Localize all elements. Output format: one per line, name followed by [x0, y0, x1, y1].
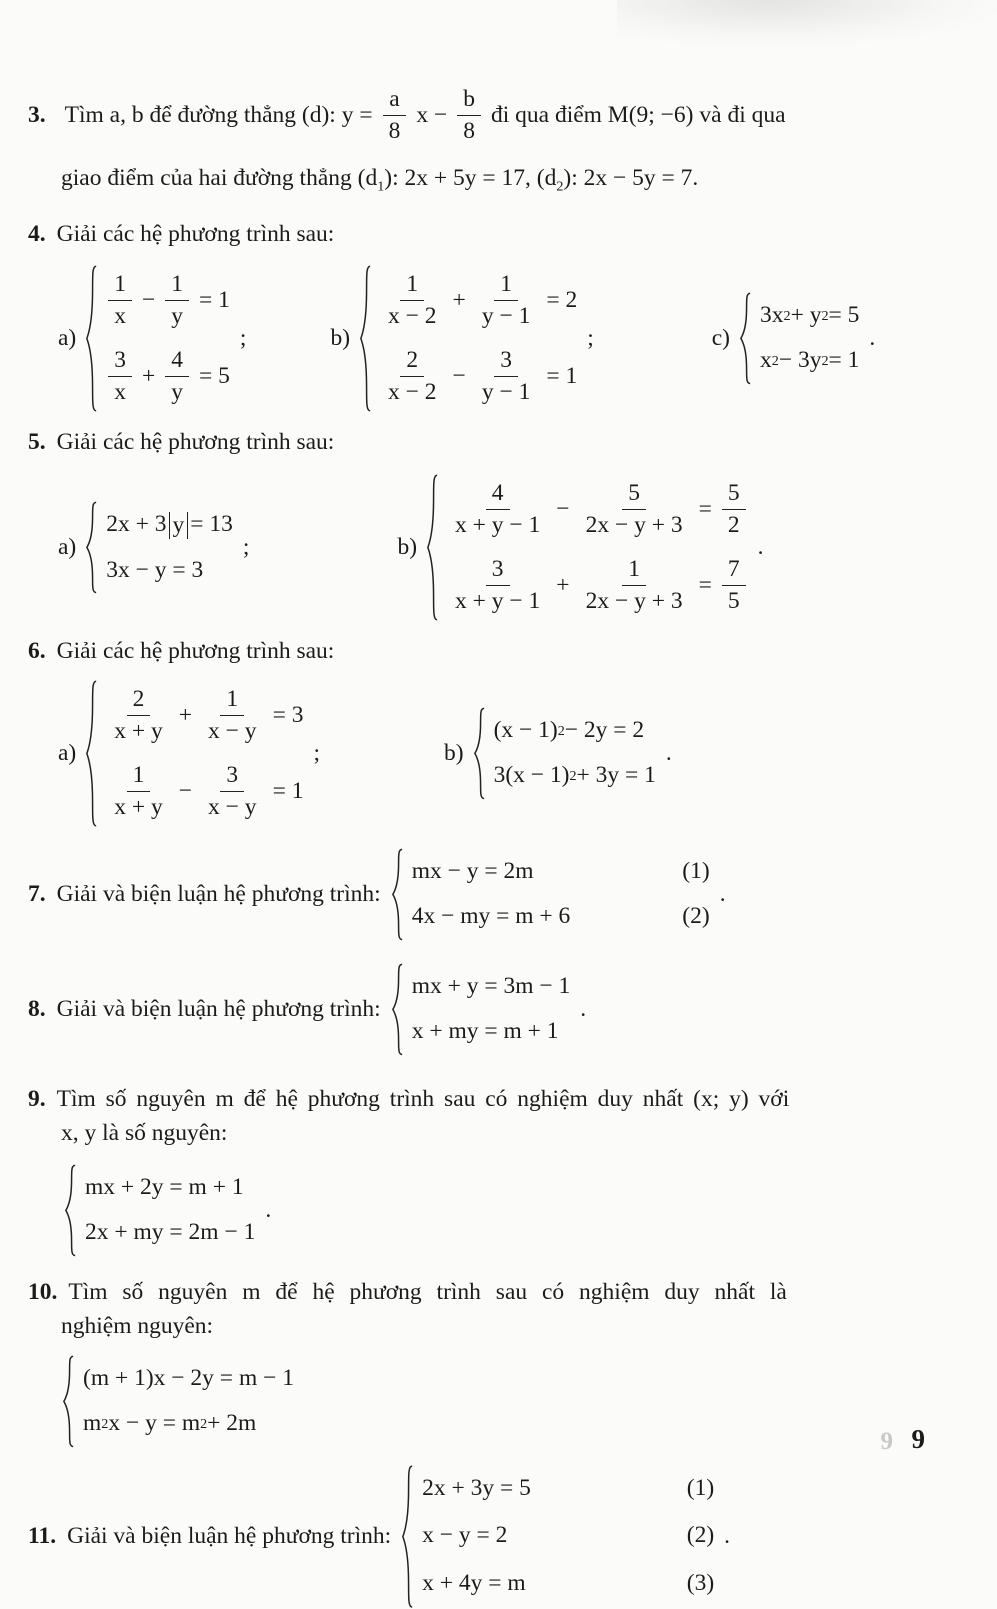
problem-text: ): 2x − 5y = 7. — [563, 165, 699, 192]
fraction — [202, 686, 263, 745]
equation-text: + 2m — [207, 1409, 257, 1436]
equation — [412, 1016, 571, 1048]
absolute-value: y — [169, 512, 189, 539]
problem-text: Giải và biện luận hệ phương trình: — [56, 995, 381, 1022]
equation-text: 2x + 3 — [106, 511, 167, 538]
denominator: y — [171, 378, 184, 405]
item-label: a) — [58, 739, 77, 766]
problem-text: Giải và biện luận hệ phương trình: — [67, 1522, 392, 1549]
equation-text: − 3y — [778, 346, 822, 373]
numerator: 1 — [127, 762, 151, 792]
separator: . — [580, 995, 587, 1022]
system-4c — [712, 292, 876, 385]
problem-number: 5. — [28, 428, 46, 455]
operator: + — [178, 701, 193, 728]
problem-6 — [28, 636, 959, 828]
equation — [447, 480, 748, 539]
denominator: x − 2 — [388, 302, 437, 329]
subscript: 1 — [377, 178, 385, 195]
page-number-ghost: 9 — [880, 1428, 893, 1455]
cases-system — [359, 264, 577, 413]
system-5b — [397, 473, 763, 622]
cases-system — [85, 264, 230, 413]
problem-text: x, y là số nguyên: — [61, 1119, 228, 1146]
problem-text: ): 2x + 5y = 17, (d — [384, 165, 557, 192]
fraction — [476, 347, 537, 406]
equation-tag: (1) — [686, 1474, 715, 1501]
problem-7 — [28, 848, 959, 941]
numerator: 1 — [165, 271, 189, 301]
equation-rhs: = 1 — [272, 777, 304, 804]
equation — [106, 347, 230, 406]
denominator: x + y — [114, 717, 163, 744]
subscript: 2 — [556, 178, 564, 195]
problem-3 — [28, 86, 959, 197]
cases-body — [439, 473, 748, 622]
numerator: 2 — [400, 347, 424, 377]
operator: − — [178, 777, 193, 804]
operator: + — [556, 572, 570, 599]
fraction — [108, 686, 169, 745]
denominator: x + y — [114, 793, 163, 820]
equation-text: x + 4y = m — [422, 1570, 526, 1597]
equation — [106, 271, 230, 330]
fraction — [382, 347, 443, 406]
system-5a — [58, 501, 249, 594]
cases-body — [77, 1164, 255, 1257]
equation-text: + y — [790, 301, 822, 328]
operator: − — [556, 496, 570, 523]
numerator: 4 — [165, 347, 189, 377]
numerator: 4 — [486, 480, 510, 510]
page-number: 9 — [911, 1424, 925, 1454]
separator: . — [719, 880, 726, 907]
equation-text: x + my = m + 1 — [411, 1017, 559, 1044]
problem-text: giao điểm của hai đường thẳng (d — [61, 165, 378, 192]
numerator: 1 — [622, 556, 646, 586]
denominator: 2x − y + 3 — [585, 512, 683, 539]
equation-rhs: = 1 — [199, 286, 230, 313]
denominator: x — [114, 378, 127, 405]
problem-text: Tìm số nguyên m để hệ phương trình sau có nghiệm duy nhất (x; y) với — [56, 1085, 790, 1112]
equation — [412, 856, 710, 888]
separator: ; — [239, 324, 247, 351]
equation — [85, 1172, 255, 1204]
problem-10-line-2 — [28, 1309, 959, 1343]
separator: ; — [313, 739, 320, 766]
left-brace-icon — [62, 1355, 75, 1448]
equation-text: x — [760, 346, 772, 373]
numerator: 3 — [220, 762, 244, 792]
equation-text: = 5 — [828, 301, 860, 328]
problem-4 — [28, 219, 959, 413]
equation: 3x 2 + y 2 = 5 — [760, 300, 859, 332]
fraction — [722, 556, 746, 615]
problem-number: 3. — [28, 102, 46, 129]
fraction — [165, 271, 189, 330]
separator: ; — [587, 324, 594, 351]
equation-text: mx + y = 3m − 1 — [411, 972, 571, 999]
problem-text: đi qua điểm M(9; −6) và đi qua — [490, 102, 786, 129]
problem-text: Giải các hệ phương trình sau: — [56, 428, 335, 455]
equation-text: 4x − my = m + 6 — [411, 903, 571, 930]
cases-system — [64, 1164, 255, 1257]
problem-number: 9. — [28, 1085, 46, 1112]
denominator: 8 — [463, 118, 475, 145]
problem-5-title — [28, 427, 959, 458]
problem-10-line-1 — [28, 1275, 959, 1309]
numerator: 3 — [494, 347, 518, 377]
equation-tag: (2) — [682, 903, 710, 930]
equation: 3(x − 1) 2 + 3y = 1 — [494, 760, 656, 792]
equation-tag: (1) — [682, 857, 710, 884]
separator: . — [665, 739, 672, 766]
operator: = — [698, 572, 712, 599]
equation-text: x − y = 2 — [422, 1522, 508, 1549]
problem-text: Tìm số nguyên m để hệ phương trình sau có nghiệm duy nhất là — [68, 1278, 787, 1305]
denominator: y — [171, 302, 184, 329]
operator: + — [142, 362, 156, 389]
item-label: c) — [711, 324, 731, 351]
separator: ; — [242, 534, 250, 561]
problem-3-line-2 — [28, 161, 959, 197]
fraction — [476, 271, 537, 330]
fraction — [382, 271, 443, 330]
cases-system — [401, 1464, 714, 1609]
equation — [447, 556, 748, 615]
cases-system — [62, 1355, 294, 1448]
problem-11 — [28, 1464, 959, 1609]
denominator: x − y — [208, 793, 257, 820]
left-brace-icon — [391, 848, 404, 941]
numerator: 5 — [722, 480, 746, 510]
numerator: 3 — [486, 556, 510, 586]
cases-body — [752, 292, 859, 385]
fraction — [165, 347, 189, 406]
equation-text: = 1 — [828, 346, 860, 373]
operator: + — [452, 286, 466, 313]
problem-9 — [28, 1082, 959, 1257]
cases-body — [98, 501, 233, 594]
fraction — [722, 480, 746, 539]
cases-system — [85, 679, 303, 828]
numerator: 3 — [108, 347, 132, 377]
problem-number: 8. — [28, 995, 46, 1022]
separator: . — [265, 1196, 272, 1223]
problem-text: x − — [416, 102, 448, 129]
denominator: x — [114, 302, 127, 329]
cases-system — [391, 963, 571, 1056]
equation: m 2 x − y = m 2 + 2m — [83, 1408, 294, 1440]
denominator: 2x − y + 3 — [585, 588, 683, 615]
problem-8 — [28, 963, 959, 1056]
equation — [422, 1520, 714, 1552]
problem-text: Giải các hệ phương trình sau: — [56, 221, 335, 248]
system-6b — [444, 707, 672, 800]
denominator: 5 — [727, 588, 740, 615]
equation-text: 2x + my = 2m − 1 — [85, 1218, 256, 1245]
left-brace-icon — [359, 264, 372, 413]
equation — [380, 271, 577, 330]
fraction — [108, 347, 132, 406]
problem-number: 11. — [28, 1522, 57, 1549]
problem-number: 7. — [28, 880, 46, 907]
cases-body — [414, 1464, 714, 1609]
denominator: x − 2 — [388, 378, 437, 405]
problem-9-system — [64, 1164, 959, 1257]
cases-body — [98, 264, 230, 413]
separator: . — [869, 324, 876, 351]
item-label: a) — [58, 324, 77, 351]
left-brace-icon — [739, 292, 752, 385]
problem-number: 4. — [28, 221, 46, 248]
equation-text: − 2y = 2 — [564, 717, 645, 744]
numerator: 5 — [622, 480, 646, 510]
cases-body — [75, 1355, 294, 1448]
equation-text: + 3y = 1 — [576, 762, 656, 789]
equation-text: mx + 2y = m + 1 — [85, 1173, 244, 1200]
cases-system — [391, 848, 710, 941]
numerator: 2 — [127, 686, 151, 716]
problem-text: Giải các hệ phương trình sau: — [56, 638, 335, 665]
denominator: y − 1 — [481, 302, 531, 329]
problem-4-systems — [58, 264, 959, 413]
fraction — [457, 86, 481, 145]
equation-text: 2x + 3y = 5 — [422, 1474, 531, 1501]
numerator: 7 — [722, 556, 746, 586]
equation-text: = 13 — [190, 511, 233, 538]
problem-9-line-1 — [28, 1082, 959, 1116]
numerator: 1 — [220, 686, 244, 716]
system-6a — [58, 679, 320, 828]
cases-body — [486, 707, 656, 800]
equation-text: 3x — [760, 301, 784, 328]
equation — [85, 1217, 255, 1249]
item-label: b) — [330, 324, 351, 351]
equation-text: 3x − y = 3 — [106, 556, 204, 583]
equation: (x − 1) 2 − 2y = 2 — [494, 715, 656, 747]
cases-body — [98, 679, 303, 828]
equation — [106, 762, 303, 821]
problem-6-systems — [58, 679, 959, 828]
equation — [412, 971, 571, 1003]
cases-system — [426, 473, 748, 622]
numerator: 1 — [400, 271, 424, 301]
problem-number: 6. — [28, 638, 46, 665]
equation: x 2 − 3y 2 = 1 — [760, 345, 859, 377]
system-4a — [58, 264, 246, 413]
cases-body — [404, 848, 710, 941]
left-brace-icon — [85, 264, 98, 413]
cases-body — [404, 963, 571, 1056]
equation — [106, 686, 303, 745]
problem-5-systems — [58, 473, 959, 622]
problem-10-system — [62, 1355, 959, 1448]
cases-system — [473, 707, 656, 800]
numerator: 1 — [494, 271, 518, 301]
cases-system — [739, 292, 859, 385]
operator: − — [452, 362, 466, 389]
fraction — [449, 480, 546, 539]
numerator: a — [383, 86, 405, 116]
equation-tag: (2) — [686, 1522, 715, 1549]
left-brace-icon — [426, 473, 439, 622]
equation — [106, 555, 233, 587]
equation-tag: (3) — [686, 1570, 715, 1597]
numerator: 1 — [108, 271, 132, 301]
fraction — [108, 762, 169, 821]
left-brace-icon — [391, 963, 404, 1056]
fraction — [202, 762, 263, 821]
equation — [412, 901, 710, 933]
fraction — [580, 556, 689, 615]
equation-text: x − y = m — [108, 1409, 201, 1436]
fraction — [383, 86, 407, 145]
denominator: x + y − 1 — [455, 512, 541, 539]
equation — [380, 347, 577, 406]
denominator: 8 — [388, 118, 401, 145]
equation-text: (m + 1)x − 2y = m − 1 — [83, 1364, 294, 1391]
equation-rhs: = 2 — [546, 286, 578, 313]
item-label: b) — [397, 534, 418, 561]
fraction — [108, 271, 132, 330]
left-brace-icon — [85, 501, 98, 594]
denominator: 2 — [727, 512, 740, 539]
left-brace-icon — [401, 1464, 414, 1609]
problem-text: nghiệm nguyên: — [61, 1312, 214, 1339]
equation-rhs: = 1 — [546, 362, 578, 389]
problem-3-line-1 — [28, 86, 959, 145]
system-4b — [330, 264, 593, 413]
problem-9-line-2 — [28, 1116, 959, 1150]
denominator: x + y − 1 — [455, 588, 541, 615]
equation — [83, 1363, 294, 1395]
operator: − — [142, 286, 156, 313]
equation-text: m — [83, 1409, 102, 1436]
equation-rhs: = 3 — [272, 701, 304, 728]
separator: . — [757, 534, 764, 561]
equation — [106, 509, 233, 541]
operator: = — [698, 496, 712, 523]
problem-text: Tìm a, b để đường thẳng (d): y = — [64, 102, 373, 129]
separator: . — [724, 1522, 731, 1549]
numerator: b — [457, 86, 481, 116]
left-brace-icon — [473, 707, 486, 800]
left-brace-icon — [85, 679, 98, 828]
denominator: y − 1 — [481, 378, 531, 405]
left-brace-icon — [64, 1164, 77, 1257]
problem-number: 10. — [28, 1278, 58, 1305]
cases-system — [85, 501, 233, 594]
item-label: b) — [443, 739, 464, 766]
item-label: a) — [58, 534, 77, 561]
fraction — [580, 480, 689, 539]
problem-text: Giải và biện luận hệ phương trình: — [56, 880, 381, 907]
problem-6-title — [28, 636, 959, 667]
cases-body — [372, 264, 577, 413]
equation-text: 3(x − 1) — [493, 762, 570, 789]
equation-text: mx − y = 2m — [411, 857, 534, 884]
denominator: x − y — [208, 717, 257, 744]
problem-4-title — [28, 219, 959, 250]
equation-rhs: = 5 — [199, 362, 230, 389]
problem-5 — [28, 427, 959, 623]
equation-text: (x − 1) — [493, 717, 558, 744]
equation — [422, 1568, 714, 1600]
problem-10 — [28, 1275, 959, 1448]
fraction — [449, 556, 546, 615]
